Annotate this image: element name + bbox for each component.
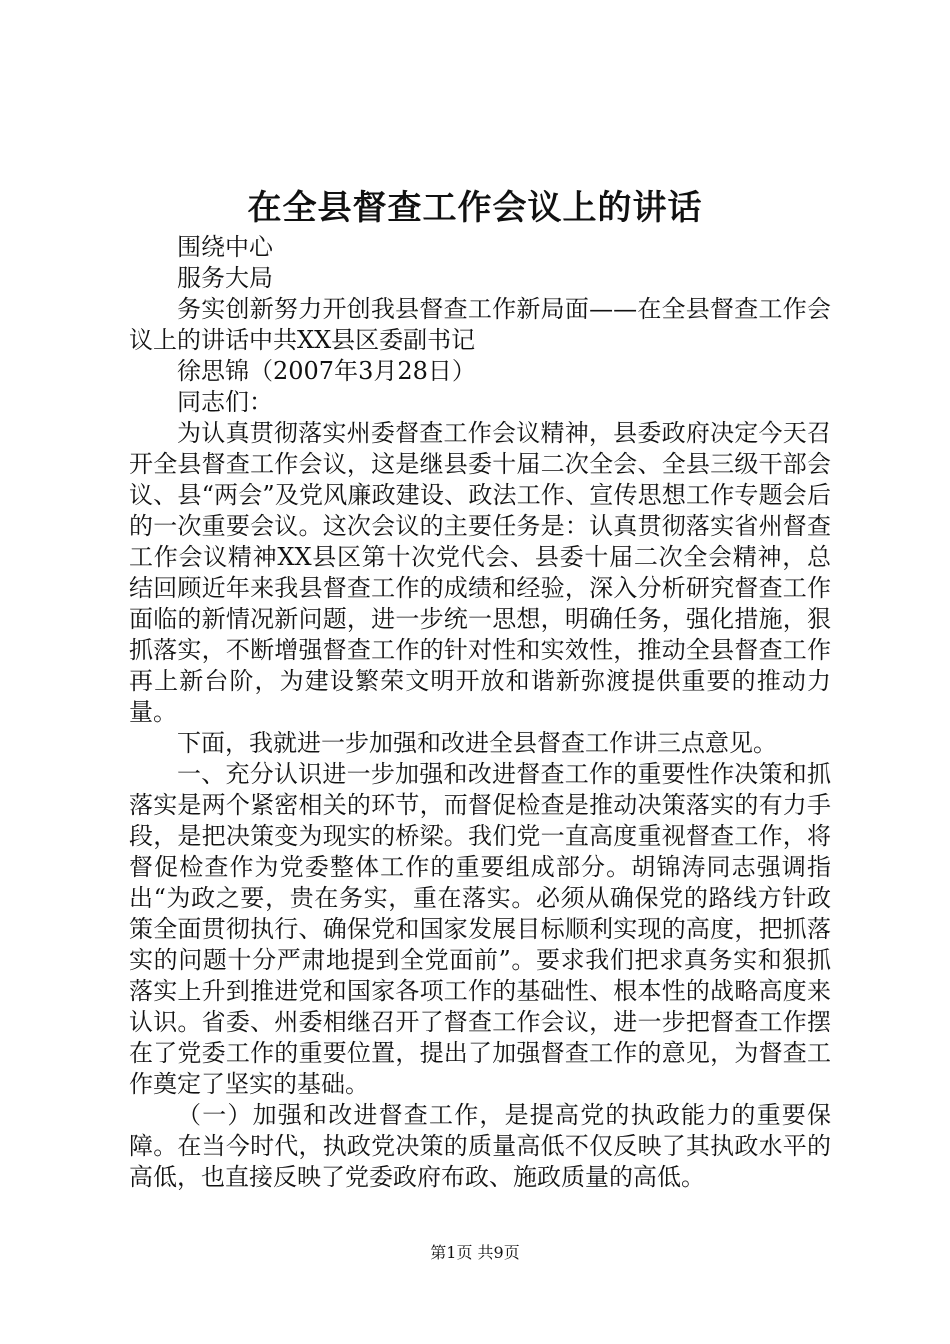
body-paragraph: 围绕中心 bbox=[177, 233, 273, 261]
page-footer: 第1页 共9页 bbox=[430, 1243, 520, 1262]
body-paragraph: （一）加强和改进督查工作，是提高党的执政能力的重要保障。在当今时代，执政党决策的质量高低不仅反映了其执政水平的高低，也直接反映了党委政府布政、施政质量的高低。 bbox=[129, 1101, 831, 1191]
document-title: 在全县督查工作会议上的讲话 bbox=[247, 188, 703, 228]
body-paragraph: 下面，我就进一步加强和改进全县督查工作讲三点意见。 bbox=[177, 729, 777, 757]
body-paragraph: 一、充分认识进一步加强和改进督查工作的重要性作决策和抓落实是两个紧密相关的环节，而督促检查是推动决策落实的有力手段，是把决策变为现实的桥梁。我们党一直高度重视督查工作，将督促检查作为党委整体工作的重要组成部分。胡锦涛同志强调指出“为政之要，贵在务实，重在落实。必须从确保党的路线方针政策全面贯彻执行、确保党和国家发展目标顺利实现的高度，把抓落实的问题十分严肃地提到全党面前”。要求我们把求真务实和狠抓落实上升到推进党和国家各项工作的基础性、根本性的战略高度来认识。省委、州委相继召开了督查工作会议，进一步把督查工作摆在了党委工作的重要位置，提出了加强督查工作的意见，为督查工作奠定了坚实的基础。 bbox=[129, 760, 831, 1098]
body-paragraph: 为认真贯彻落实州委督查工作会议精神，县委政府决定今天召开全县督查工作会议，这是继县委十届二次全会、全县三级干部会议、县“两会”及党风廉政建设、政法工作、宣传思想工作专题会后的一次重要会议。这次会议的主要任务是：认真贯彻落实省州督查工作会议精神XX县区第十次党代会、县委十届二次全会精神，总结回顾近年来我县督查工作的成绩和经验，深入分析研究督查工作面临的新情况新问题，进一步统一思想，明确任务，强化措施，狠抓落实，不断增强督查工作的针对性和实效性，推动全县督查工作再上新台阶，为建设繁荣文明开放和谐新弥渡提供重要的推动力量。 bbox=[129, 419, 831, 726]
body-paragraph: 服务大局 bbox=[177, 264, 273, 292]
body-paragraph: 同志们： bbox=[177, 388, 273, 416]
body-paragraph: 务实创新努力开创我县督查工作新局面——在全县督查工作会议上的讲话中共XX县区委副书记 bbox=[129, 295, 831, 354]
body-paragraph: 徐思锦（2007年3月28日） bbox=[177, 357, 476, 385]
document-body bbox=[129, 232, 831, 1193]
